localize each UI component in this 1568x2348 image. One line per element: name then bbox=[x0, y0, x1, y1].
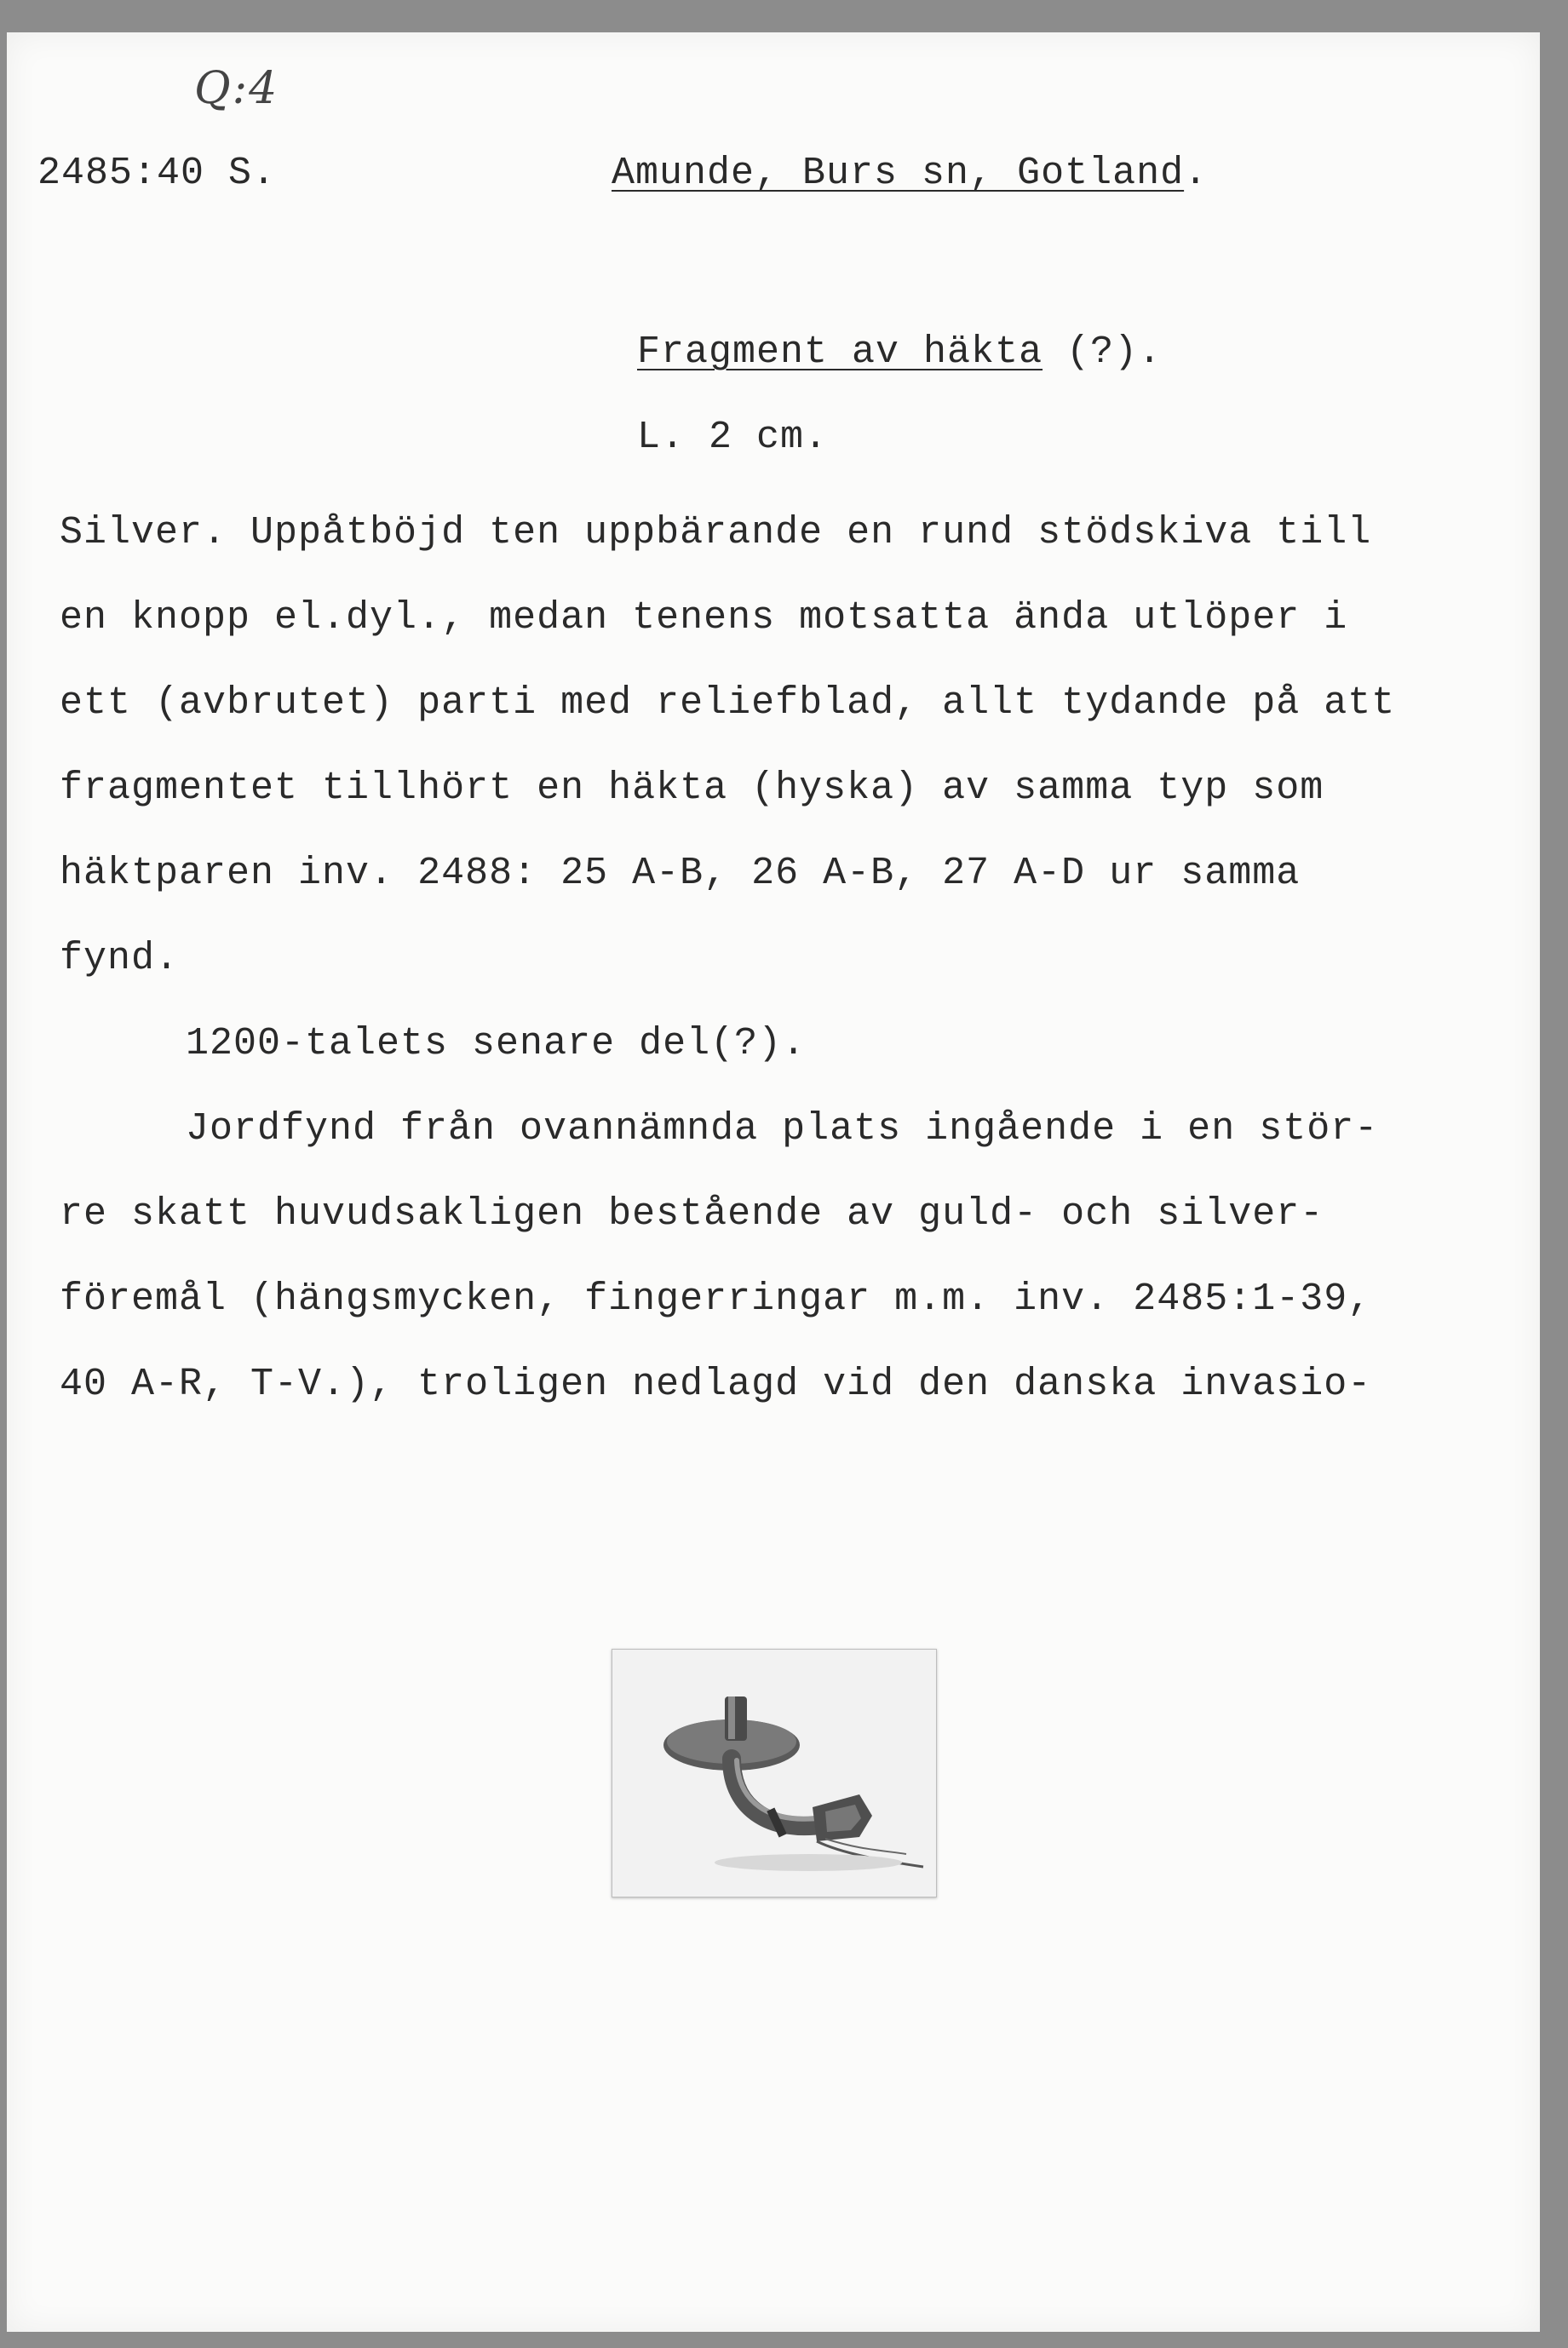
length-measure: L. 2 cm. bbox=[637, 416, 829, 459]
title-line bbox=[637, 330, 1162, 374]
inventory-number: 2485:40 S. bbox=[37, 152, 277, 195]
description-line: Silver. Uppåtböjd ten uppbärande en rund stödskiva till bbox=[60, 511, 1372, 554]
handwritten-mark: Q:4 bbox=[194, 63, 279, 114]
description-line: en knopp el.dyl., medan tenens motsatta ända utlöper i bbox=[60, 596, 1348, 640]
location-text: Amunde, Burs sn, Gotland bbox=[612, 152, 1185, 195]
location-period: . bbox=[1184, 152, 1209, 195]
dating-line: 1200-talets senare del(?). bbox=[186, 1022, 807, 1065]
description-line: fynd. bbox=[60, 937, 180, 980]
title-suffix: (?). bbox=[1042, 330, 1163, 374]
clasp-fragment-image bbox=[612, 1650, 936, 1897]
location-line bbox=[612, 152, 1208, 195]
find-line: föremål (hängsmycken, fingerringar m.m. inv. 2485:1-39, bbox=[60, 1277, 1372, 1321]
find-line: re skatt huvudsakligen bestående av guld- och silver- bbox=[60, 1192, 1324, 1236]
catalog-card bbox=[7, 32, 1540, 2332]
description-line: häktparen inv. 2488: 25 A-B, 26 A-B, 27 A-D ur samma bbox=[60, 852, 1301, 895]
find-line: 40 A-R, T-V.), troligen nedlagd vid den danska invasio- bbox=[60, 1363, 1372, 1406]
description-line: fragmentet tillhört en häkta (hyska) av samma typ som bbox=[60, 766, 1324, 810]
description-line: ett (avbrutet) parti med reliefblad, allt tydande på att bbox=[60, 681, 1396, 725]
object-title: Fragment av häkta bbox=[637, 330, 1043, 374]
find-line: Jordfynd från ovannämnda plats ingående i en stör- bbox=[186, 1107, 1379, 1151]
artifact-photo bbox=[612, 1649, 937, 1897]
